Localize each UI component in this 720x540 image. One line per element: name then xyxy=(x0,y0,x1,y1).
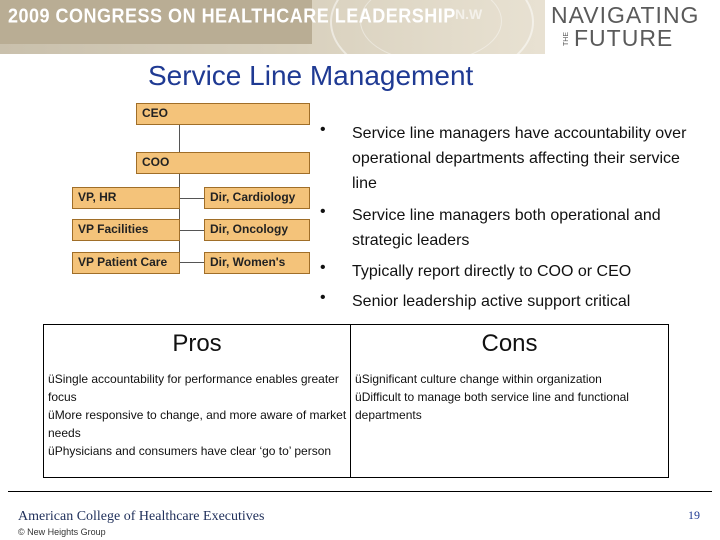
org-box-ceo: CEO xyxy=(136,103,310,125)
footer-org-name: American College of Healthcare Executives xyxy=(18,509,265,524)
footer-divider xyxy=(8,491,712,492)
bullet-text: Service line managers have accountability over operational departments affecting their service line xyxy=(352,125,687,192)
org-box-vp-patient-care: VP Patient Care xyxy=(72,252,180,274)
check-icon: ü xyxy=(48,408,55,422)
slide-title: Service Line Management xyxy=(148,60,474,91)
logo-future: FUTURE xyxy=(574,25,674,51)
org-box-dir-cardiology: Dir, Cardiology xyxy=(204,187,310,209)
pros-item-text: Physicians and consumers have clear ‘go to’ person xyxy=(54,444,332,458)
check-icon: ü xyxy=(48,444,55,458)
bullet-dot: • xyxy=(320,259,326,276)
bullet-text: Senior leadership active support critical xyxy=(352,293,631,310)
check-icon: ü xyxy=(355,390,362,404)
bullet-text: Typically report directly to COO or CEO xyxy=(352,263,632,280)
pros-item-text: More responsive to change, and more aware of market needs xyxy=(48,408,347,440)
check-icon: ü xyxy=(355,372,362,386)
cons-item xyxy=(355,388,667,424)
logo-the: THE xyxy=(563,32,570,46)
compass-direction-label: N.W xyxy=(455,6,483,22)
bullet-dot: • xyxy=(320,121,326,138)
page-number: 19 xyxy=(688,508,700,522)
cons-item xyxy=(355,370,667,388)
connector-ceo-coo xyxy=(179,125,180,153)
cons-item-text: Difficult to manage both service line and functional departments xyxy=(355,390,629,422)
pros-heading: Pros xyxy=(172,330,222,357)
check-icon: ü xyxy=(48,372,55,386)
pros-item xyxy=(48,406,348,442)
cons-heading: Cons xyxy=(481,330,538,357)
congress-title: 2009 CONGRESS ON HEALTHCARE LEADERSHIP xyxy=(8,4,456,27)
org-box-dir-oncology: Dir, Oncology xyxy=(204,219,310,241)
pros-item xyxy=(48,370,348,406)
org-box-vp-facilities: VP Facilities xyxy=(72,219,180,241)
org-box-coo: COO xyxy=(136,152,310,174)
logo-navigating: NAVIGATING xyxy=(551,2,700,28)
org-chart xyxy=(72,103,310,277)
connector-row3 xyxy=(179,262,204,263)
pros-cons-table xyxy=(43,324,669,478)
bullet-text: Service line managers both operational and strategic leaders xyxy=(352,207,661,249)
footer-copyright: © New Heights Group xyxy=(18,527,106,537)
connector-row2 xyxy=(179,230,204,231)
bullet-dot: • xyxy=(320,203,326,220)
bullet-dot: • xyxy=(320,289,326,306)
header-banner xyxy=(0,0,720,54)
org-box-dir-womens: Dir, Women's xyxy=(204,252,310,274)
connector-row1 xyxy=(179,198,204,199)
pros-item xyxy=(48,442,348,460)
cons-list xyxy=(355,370,667,424)
pros-item-text: Single accountability for performance enables greater focus xyxy=(48,372,339,404)
org-box-vp-hr: VP, HR xyxy=(72,187,180,209)
pros-list xyxy=(48,370,348,460)
cons-item-text: Significant culture change within organization xyxy=(361,372,602,386)
